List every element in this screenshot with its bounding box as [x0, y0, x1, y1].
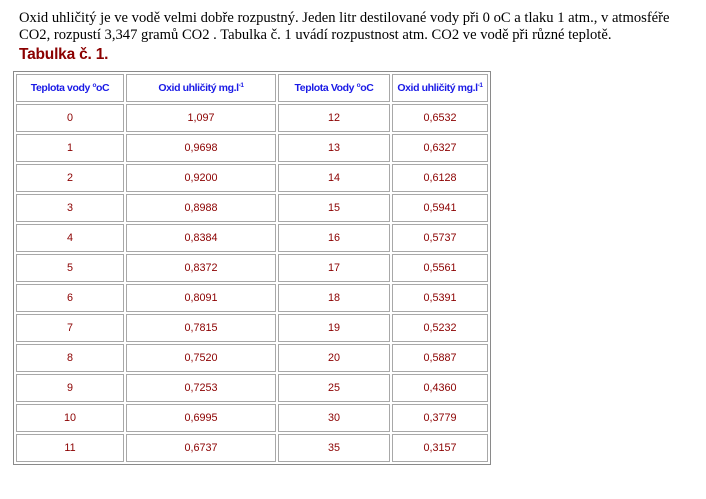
degree-unit: o — [92, 82, 97, 89]
intro-line-1: Oxid uhličitý je ve vodě velmi dobře rozpustný. Jeden litr destilované vody při 0 oC a tlaku 1 atm., v atmosféře — [19, 10, 670, 26]
cell-temperature-left: 6 — [16, 284, 124, 312]
cell-oxide-right: 0,5232 — [392, 314, 488, 342]
header-oxide-right — [392, 74, 488, 102]
cell-oxide-right: 0,5561 — [392, 254, 488, 282]
cell-temperature-right: 17 — [278, 254, 390, 282]
cell-temperature-left: 11 — [16, 434, 124, 462]
cell-temperature-right: 13 — [278, 134, 390, 162]
table-row — [16, 404, 488, 432]
cell-temperature-left: 9 — [16, 374, 124, 402]
degree-unit: o — [356, 82, 361, 89]
table-row — [16, 254, 488, 282]
table-row — [16, 194, 488, 222]
cell-temperature-left: 3 — [16, 194, 124, 222]
cell-oxide-left: 0,9698 — [126, 134, 276, 162]
cell-temperature-right: 19 — [278, 314, 390, 342]
table-row — [16, 104, 488, 132]
cell-oxide-right: 0,6327 — [392, 134, 488, 162]
cell-temperature-right: 12 — [278, 104, 390, 132]
cell-oxide-left: 0,7253 — [126, 374, 276, 402]
header-temperature-left — [16, 74, 124, 102]
table-row — [16, 344, 488, 372]
cell-oxide-right: 0,5391 — [392, 284, 488, 312]
cell-oxide-left: 0,6995 — [126, 404, 276, 432]
cell-temperature-right: 15 — [278, 194, 390, 222]
cell-temperature-right: 14 — [278, 164, 390, 192]
cell-oxide-right: 0,4360 — [392, 374, 488, 402]
header-oxide-right-exponent: -1 — [477, 82, 483, 89]
cell-temperature-left: 7 — [16, 314, 124, 342]
header-oxide-right-label: Oxid uhličitý mg.l — [397, 82, 478, 94]
header-oxide-left-exponent: -1 — [238, 82, 244, 89]
cell-oxide-right: 0,3779 — [392, 404, 488, 432]
header-temperature-right — [278, 74, 390, 102]
cell-temperature-right: 35 — [278, 434, 390, 462]
header-oxide-left — [126, 74, 276, 102]
cell-temperature-right: 20 — [278, 344, 390, 372]
cell-oxide-left: 0,9200 — [126, 164, 276, 192]
table-caption: Tabulka č. 1. — [19, 46, 109, 63]
header-temperature-left-label: Teplota vody — [30, 82, 90, 94]
cell-oxide-right: 0,3157 — [392, 434, 488, 462]
table-row — [16, 374, 488, 402]
table-row — [16, 164, 488, 192]
table-body — [16, 104, 488, 462]
cell-oxide-left: 0,8091 — [126, 284, 276, 312]
table-row — [16, 284, 488, 312]
cell-oxide-left: 0,7815 — [126, 314, 276, 342]
cell-temperature-left: 10 — [16, 404, 124, 432]
header-oxide-left-label: Oxid uhličitý mg.l — [158, 82, 239, 94]
cell-oxide-right: 0,5737 — [392, 224, 488, 252]
cell-temperature-right: 25 — [278, 374, 390, 402]
cell-temperature-left: 0 — [16, 104, 124, 132]
cell-temperature-left: 4 — [16, 224, 124, 252]
cell-oxide-left: 0,8384 — [126, 224, 276, 252]
header-temperature-left-unit: oC — [96, 82, 110, 94]
table-header-row — [16, 74, 488, 102]
cell-temperature-left: 1 — [16, 134, 124, 162]
header-temperature-right-label: Teplota Vody — [294, 82, 355, 94]
cell-oxide-right: 0,5887 — [392, 344, 488, 372]
cell-temperature-right: 30 — [278, 404, 390, 432]
intro-paragraph — [19, 10, 705, 44]
cell-oxide-right: 0,6532 — [392, 104, 488, 132]
cell-oxide-right: 0,5941 — [392, 194, 488, 222]
cell-temperature-left: 2 — [16, 164, 124, 192]
cell-temperature-right: 18 — [278, 284, 390, 312]
cell-temperature-right: 16 — [278, 224, 390, 252]
table-row — [16, 134, 488, 162]
cell-oxide-left: 0,8372 — [126, 254, 276, 282]
table-row — [16, 434, 488, 462]
cell-oxide-left: 1,097 — [126, 104, 276, 132]
cell-oxide-right: 0,6128 — [392, 164, 488, 192]
cell-oxide-left: 0,6737 — [126, 434, 276, 462]
cell-temperature-left: 5 — [16, 254, 124, 282]
table-row — [16, 224, 488, 252]
cell-temperature-left: 8 — [16, 344, 124, 372]
intro-line-2: CO2, rozpustí 3,347 gramů CO2 . Tabulka č. 1 uvádí rozpustnost atm. CO2 ve vodě při různé teplotě. — [19, 27, 612, 43]
table-row — [16, 314, 488, 342]
solubility-table — [13, 71, 491, 465]
cell-oxide-left: 0,8988 — [126, 194, 276, 222]
header-temperature-right-unit: oC — [360, 82, 374, 94]
cell-oxide-left: 0,7520 — [126, 344, 276, 372]
